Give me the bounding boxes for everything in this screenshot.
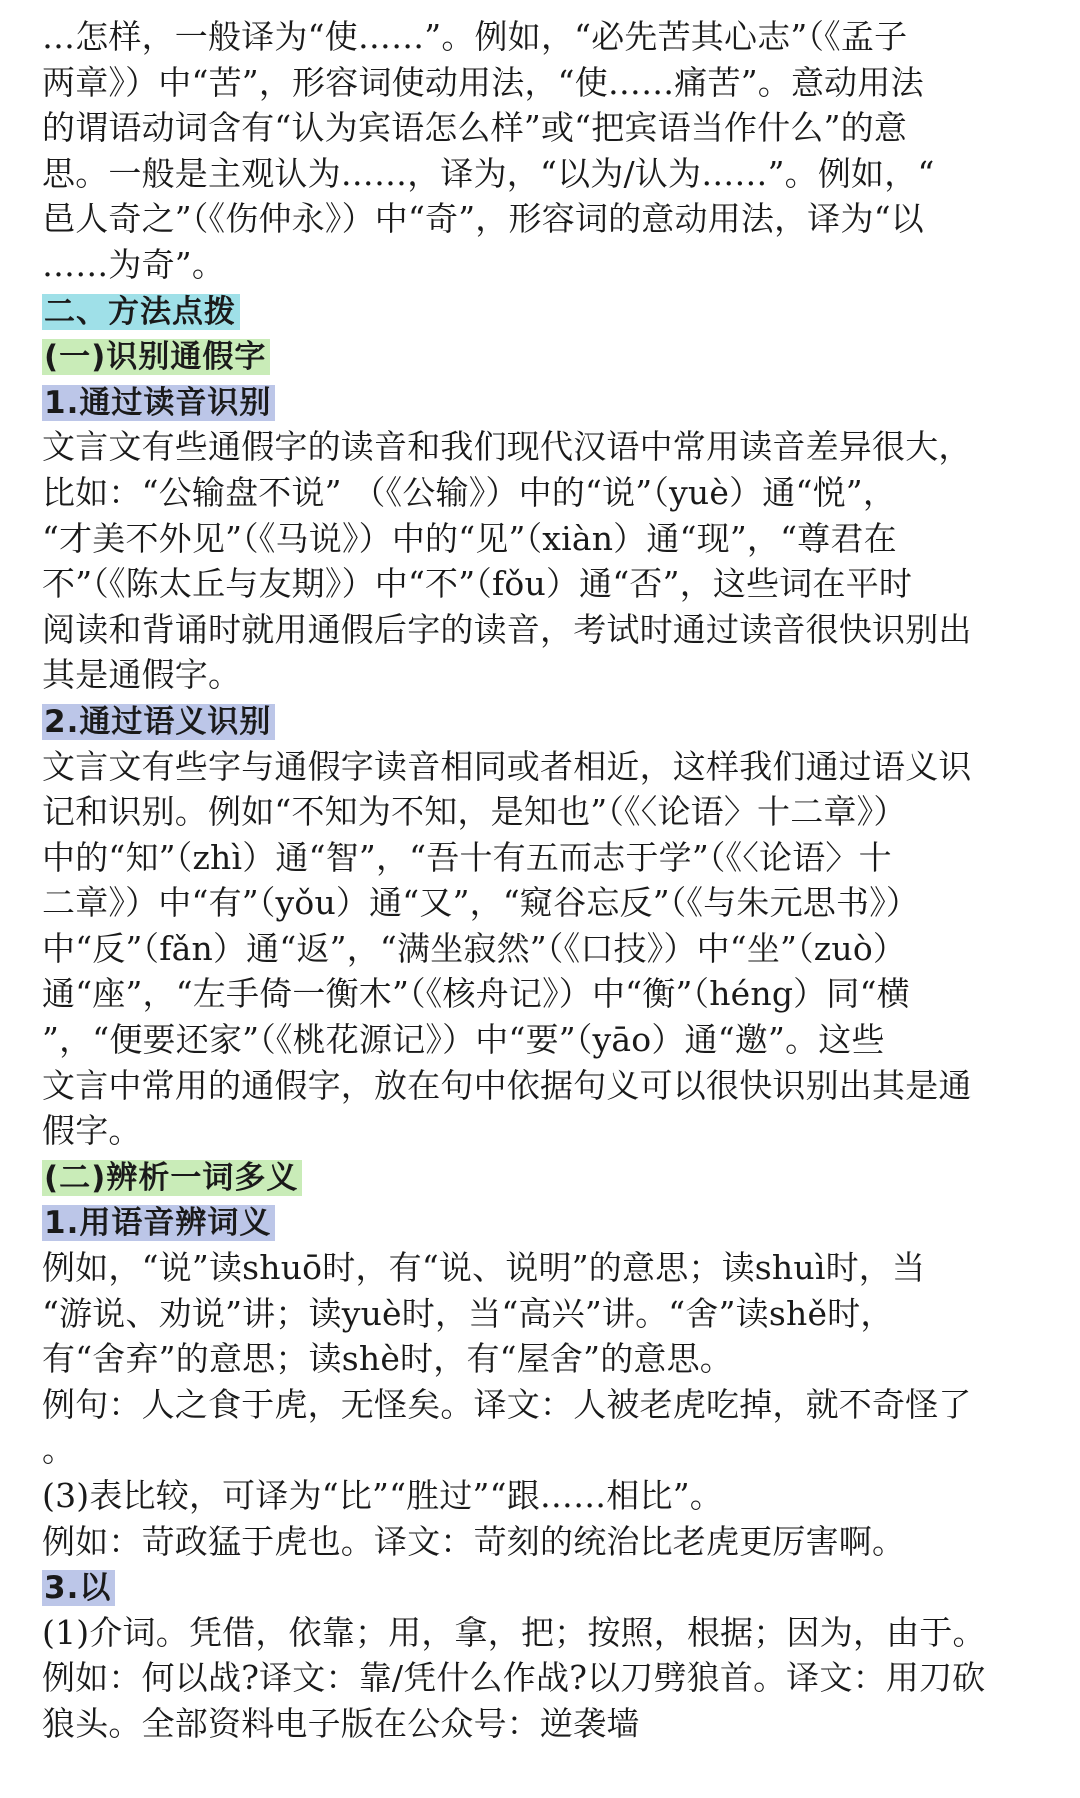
intro-line-4: 思。一般是主观认为……，译为，“以为/认为……”。例如，“ [42, 153, 935, 193]
topic-heading-yi-text: 3.以 [42, 1570, 115, 1606]
by-meaning-line-8: 文言中常用的通假字，放在句中依据句义可以很快识别出其是通 [42, 1065, 972, 1105]
by-meaning-line-1: 文言文有些字与通假字读音相同或者相近，这样我们通过语义识 [42, 746, 972, 786]
by-pronunciation-line-6: (3)表比较，可译为“比”“胜过”“跟……相比”。 [42, 1476, 723, 1515]
yi-line-3: 狼头。全部资料电子版在公众号：逆袭墙 [42, 1703, 640, 1743]
subsection-heading-polysemy-text: (二)辨析一词多义 [42, 1160, 302, 1196]
by-sound-line-6: 其是通假字。 [42, 655, 242, 695]
section-heading-methods [42, 288, 1040, 334]
by-sound-line-2: 比如：“公输盘不说” （《公输》）中的“说”（yuè）通“悦”， [42, 472, 897, 512]
by-sound-line-3: “才美不外见”（《马说》）中的“见”（xiàn）通“现”，“尊君在 [42, 518, 897, 558]
subsection-heading-polysemy [42, 1154, 1040, 1200]
by-meaning-line-5: 中“反”（fǎn）通“返”，“满坐寂然”（《口技》）中“坐”（zuò） [42, 928, 907, 968]
intro-line-1: …怎样，一般译为“使……”。例如，“必先苦其心志”（《孟子 [42, 17, 908, 56]
section-heading-methods-text: 二、方法点拨 [42, 294, 240, 330]
by-pronunciation-line-1: 例如，“说”读shuō时，有“说、说明”的意思；读shuì时，当 [42, 1248, 926, 1288]
by-meaning-line-2: 记和识别。例如“不知为不知，是知也”（《〈论语〉十二章》） [42, 792, 907, 832]
topic-heading-by-sound-text: 1.通过读音识别 [42, 385, 275, 421]
topic-heading-yi [42, 1564, 1040, 1610]
yi-line-2: 例如：何以战?译文：靠/凭什么作战?以刀劈狼首。译文：用刀砍 [42, 1658, 986, 1698]
by-sound-line-4: 不”（《陈太丘与友期》）中“不”（fǒu）通“否”，这些词在平时 [42, 564, 913, 604]
intro-line-3: 的谓语动词含有“认为宾语怎么样”或“把宾语当作什么”的意 [42, 108, 908, 148]
topic-heading-by-meaning-text: 2.通过语义识别 [42, 704, 275, 740]
by-pronunciation-line-3: 有“舍弃”的意思；读shè时，有“屋舍”的意思。 [42, 1339, 734, 1379]
intro-line-2: 两章》）中“苦”，形容词使动用法，“使……痛苦”。意动用法 [42, 62, 924, 102]
by-pronunciation-line-2: “游说、劝说”讲；读yuè时，当“高兴”讲。“舍”读shě时， [42, 1293, 894, 1333]
by-sound-paragraph [42, 424, 1040, 698]
intro-line-5: 邑人奇之”（《伤仲永》）中“奇”，形容词的意动用法，译为“以 [42, 199, 924, 239]
by-meaning-line-9: 假字。 [42, 1111, 142, 1151]
by-pronunciation-paragraph [42, 1245, 1040, 1564]
by-pronunciation-line-5: 。 [42, 1430, 76, 1470]
by-meaning-paragraph [42, 744, 1040, 1154]
by-meaning-line-4: 二章》）中“有”（yǒu）通“又”，“窥谷忘反”（《与朱元思书》） [42, 883, 920, 923]
by-meaning-line-7: ”，“便要还家”（《桃花源记》）中“要”（yāo）通“邀”。这些 [42, 1020, 885, 1060]
topic-heading-by-meaning [42, 698, 1040, 744]
subsection-heading-tongjia-text: (一)识别通假字 [42, 339, 270, 375]
yi-line-1: (1)介词。凭借，依靠；用，拿，把；按照，根据；因为，由于。 [42, 1612, 986, 1652]
by-meaning-line-3: 中的“知”（zhì）通“智”，“吾十有五而志于学”（《〈论语〉十 [42, 837, 892, 877]
topic-heading-by-sound [42, 379, 1040, 425]
intro-line-6: ……为奇”。 [42, 244, 226, 284]
by-meaning-line-6: 通“座”，“左手倚一衡木”（《核舟记》）中“衡”（héng）同“横 [42, 974, 910, 1014]
subsection-heading-tongjia [42, 333, 1040, 379]
by-pronunciation-line-4: 例句：人之食于虎，无怪矣。译文：人被老虎吃掉，就不奇怪了 [42, 1384, 972, 1424]
yi-paragraph [42, 1610, 1040, 1747]
by-sound-line-1: 文言文有些通假字的读音和我们现代汉语中常用读音差异很大， [42, 427, 972, 467]
intro-paragraph [42, 14, 1040, 288]
by-sound-line-5: 阅读和背诵时就用通假后字的读音，考试时通过读音很快识别出 [42, 609, 972, 649]
by-pronunciation-line-7: 例如：苛政猛于虎也。译文：苛刻的统治比老虎更厉害啊。 [42, 1521, 906, 1561]
topic-heading-by-pronunciation-text: 1.用语音辨词义 [42, 1205, 275, 1241]
topic-heading-by-pronunciation [42, 1199, 1040, 1245]
